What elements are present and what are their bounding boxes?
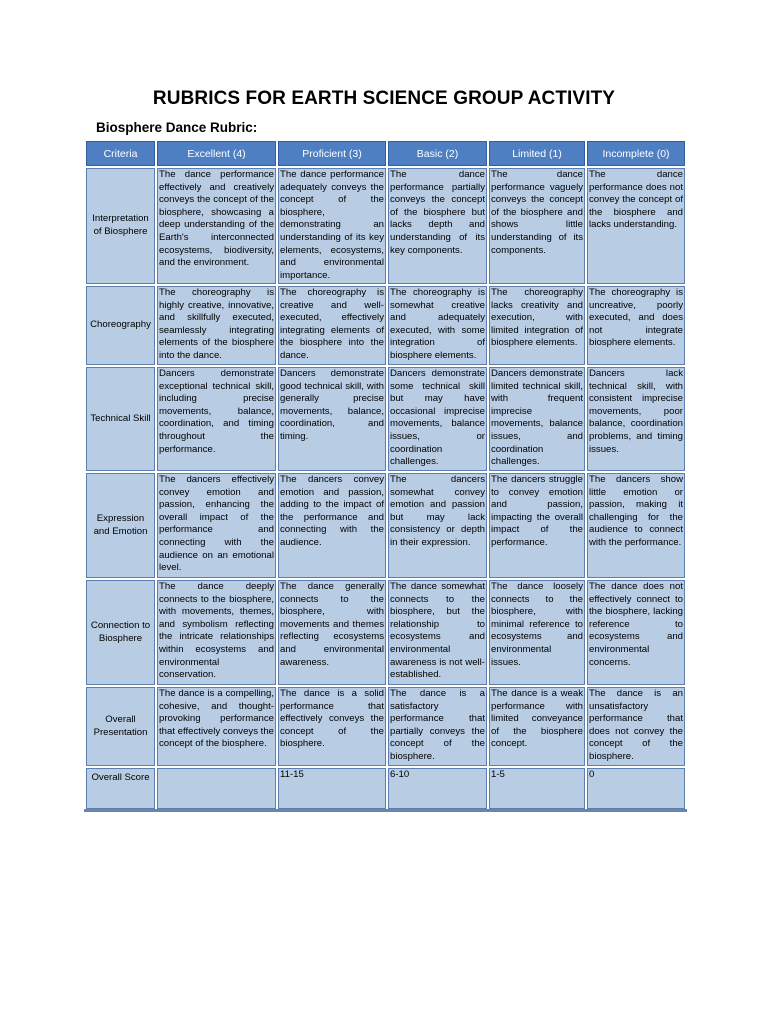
rubric-cell-basic: Dancers demonstrate some technical skill but may have occasional imprecise movements, balance issues, or coordination challenges. xyxy=(387,366,488,472)
score-cell-proficient: 11-15 xyxy=(277,767,387,810)
score-cell-excellent xyxy=(156,767,277,810)
rubric-cell-incomplete: The choreography is uncreative, poorly executed, and does not integrate biosphere elements. xyxy=(586,285,686,366)
table-row xyxy=(85,366,686,472)
rubric-cell-limited: The dance is a weak performance with limited conveyance of the biosphere concept. xyxy=(488,686,586,767)
score-cell-basic: 6-10 xyxy=(387,767,488,810)
rubric-cell-incomplete: The dance does not effectively connect to the biosphere, lacking reference to ecosystems and environmental concerns. xyxy=(586,579,686,686)
criterion-cell: Connection to Biosphere xyxy=(85,579,156,686)
table-row xyxy=(85,285,686,366)
rubric-cell-proficient: The dancers convey emotion and passion, adding to the impact of the performance and connecting with the audience. xyxy=(277,472,387,579)
criterion-cell: Technical Skill xyxy=(85,366,156,472)
rubric-cell-limited: Dancers demonstrate limited technical skill, with frequent imprecise movements, balance issues, and coordination challenges. xyxy=(488,366,586,472)
rubric-cell-excellent: The dance is a compelling, cohesive, and thought-provoking performance that effectively conveys the concept of the biosphere. xyxy=(156,686,277,767)
table-row xyxy=(85,472,686,579)
rubric-cell-basic: The dance is a satisfactory performance that partially conveys the concept of the biosphere. xyxy=(387,686,488,767)
rubric-cell-incomplete: The dance performance does not convey the concept of the biosphere and lacks understanding. xyxy=(586,167,686,285)
rubric-cell-excellent: The choreography is highly creative, innovative, and skillfully executed, seamlessly integrating elements of the biosphere into the dance. xyxy=(156,285,277,366)
criterion-cell: Overall Presentation xyxy=(85,686,156,767)
header-criteria: Criteria xyxy=(85,140,156,167)
rubric-cell-limited: The dance loosely connects to the biosphere, with minimal reference to ecosystems and environmental issues. xyxy=(488,579,586,686)
rubric-cell-proficient: The choreography is creative and well-executed, effectively integrating elements of the biosphere into the dance. xyxy=(277,285,387,366)
header-limited: Limited (1) xyxy=(488,140,586,167)
page-title: RUBRICS FOR EARTH SCIENCE GROUP ACTIVITY xyxy=(152,88,616,109)
score-cell-limited: 1-5 xyxy=(488,767,586,810)
rubric-subtitle: Biosphere Dance Rubric: xyxy=(96,120,258,135)
rubric-cell-proficient: The dance performance adequately conveys the concept of the biosphere, demonstrating an understanding of its key elements, ecosystems, and environmental importance. xyxy=(277,167,387,285)
score-cell-incomplete: 0 xyxy=(586,767,686,810)
rubric-cell-proficient: The dance generally connects to the biosphere, with movements and themes reflecting ecosystems and environmental awareness. xyxy=(277,579,387,686)
rubric-cell-incomplete: Dancers lack technical skill, with consistent imprecise movements, poor balance, coordination problems, and timing issues. xyxy=(586,366,686,472)
header-row xyxy=(85,140,686,167)
rubric-cell-proficient: The dance is a solid performance that effectively conveys the concept of the biosphere. xyxy=(277,686,387,767)
criterion-cell: Overall Score xyxy=(85,767,156,810)
criterion-cell: Choreography xyxy=(85,285,156,366)
rubric-cell-incomplete: The dancers show little emotion or passion, making it challenging for the audience to connect with the performance. xyxy=(586,472,686,579)
rubric-cell-proficient: Dancers demonstrate good technical skill, with generally precise movements, balance, coordination, and timing. xyxy=(277,366,387,472)
table-row xyxy=(85,579,686,686)
rubric-cell-excellent: The dance performance effectively and creatively conveys the concept of the biosphere, showcasing a deep understanding of the Earth's interconnected ecosystems, biodiversity, and the environment. xyxy=(156,167,277,285)
rubric-cell-incomplete: The dance is an unsatisfactory performance that does not convey the concept of the biosphere. xyxy=(586,686,686,767)
rubric-cell-excellent: The dance deeply connects to the biosphere, with movements, themes, and symbolism reflecting the intricate relationships within ecosystems and environmental conservation. xyxy=(156,579,277,686)
rubric-cell-basic: The dance somewhat connects to the biosphere, but the relationship to ecosystems and environmental awareness is not well-established. xyxy=(387,579,488,686)
criterion-cell: Interpretation of Biosphere xyxy=(85,167,156,285)
header-incomplete: Incomplete (0) xyxy=(586,140,686,167)
rubric-cell-limited: The dance performance vaguely conveys the concept of the biosphere and shows little understanding of its components. xyxy=(488,167,586,285)
rubric-cell-basic: The dancers somewhat convey emotion and passion but may lack consistency or depth in their expression. xyxy=(387,472,488,579)
rubric-cell-basic: The dance performance partially conveys the concept of the biosphere but lacks depth and understanding of its key components. xyxy=(387,167,488,285)
table-row xyxy=(85,686,686,767)
criterion-cell: Expression and Emotion xyxy=(85,472,156,579)
table-row-score xyxy=(85,767,686,810)
rubric-cell-limited: The dancers struggle to convey emotion and passion, impacting the overall impact of the performance. xyxy=(488,472,586,579)
rubric-cell-basic: The choreography is somewhat creative and adequately executed, with some integration of biosphere elements. xyxy=(387,285,488,366)
rubric-table xyxy=(84,139,687,812)
table-row xyxy=(85,167,686,285)
header-excellent: Excellent (4) xyxy=(156,140,277,167)
header-proficient: Proficient (3) xyxy=(277,140,387,167)
rubric-cell-excellent: The dancers effectively convey emotion and passion, enhancing the overall impact of the performance and connecting with the audience on an emotional level. xyxy=(156,472,277,579)
header-basic: Basic (2) xyxy=(387,140,488,167)
rubric-cell-excellent: Dancers demonstrate exceptional technical skill, including precise movements, balance, coordination, and timing throughout the performance. xyxy=(156,366,277,472)
rubric-cell-limited: The choreography lacks creativity and execution, with limited integration of biosphere elements. xyxy=(488,285,586,366)
